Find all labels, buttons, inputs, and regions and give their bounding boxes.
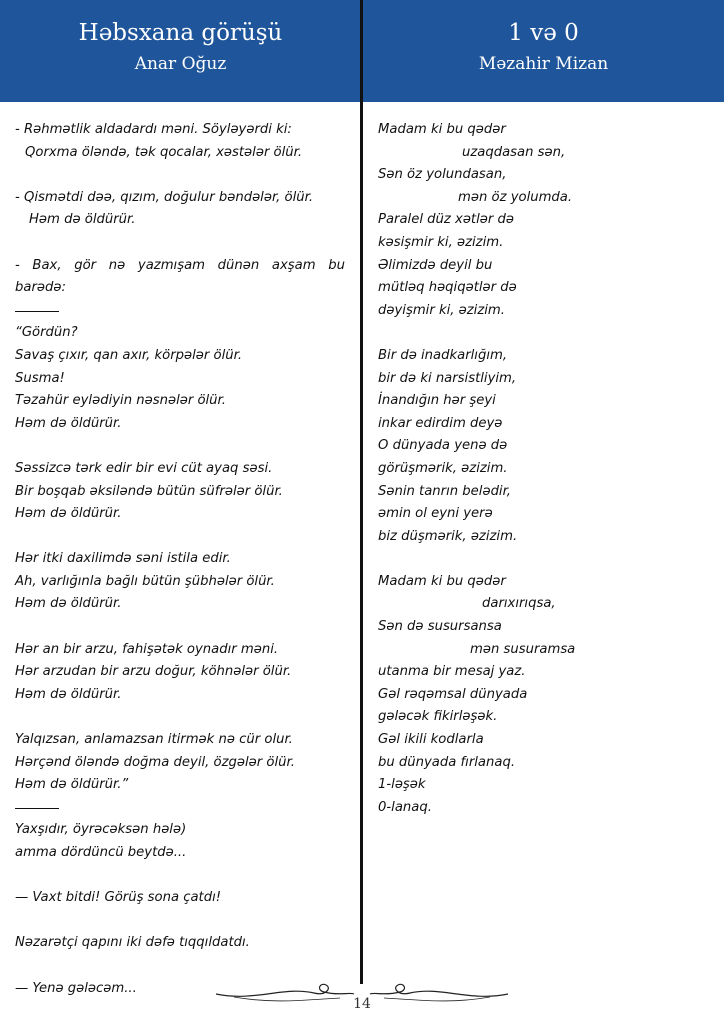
poem-line: Təzahür eylədiyin nəsnələr ölür.	[15, 393, 226, 409]
poem-line: Yalqızsan, anlamazsan itirmək nə cür olur.	[15, 732, 293, 748]
poem-line: Madam ki bu qədər	[378, 122, 506, 137]
poem-line: dəyişmir ki, əzizim.	[378, 302, 505, 318]
poem-line: kəsişmir ki, əzizim.	[378, 234, 504, 250]
left-poem-text	[15, 119, 345, 1000]
poem-line: inkar edirdim deyə	[378, 415, 503, 431]
poem-line: Qorxma öləndə, tək qocalar, xəstələr ölür.	[25, 144, 303, 160]
right-poem-author: Məzahir Mizan	[478, 53, 609, 74]
poem-line: O dünyada yenə də	[378, 438, 508, 454]
left-poem-author: Anar Oğuz	[134, 53, 227, 74]
poem-line: bir də ki narsistliyim,	[378, 370, 517, 386]
page-number: 14	[340, 996, 384, 1012]
left-header	[0, 0, 361, 102]
poem-line: Bir boşqab əksiləndə bütün süfrələr ölür.	[15, 483, 283, 499]
poem-line: Həm də öldürür.	[15, 596, 122, 612]
poem-line: bu dünyada fırlanaq.	[378, 754, 516, 770]
column-divider	[360, 0, 363, 984]
poem-line: Yaxşıdır, öyrəcəksən hələ)	[15, 822, 187, 838]
poem-line: Hər itki daxilimdə səni istila edir.	[15, 551, 231, 567]
poem-line: amma dördüncü beytdə...	[15, 845, 187, 860]
poem-line: Həm də öldürür.	[15, 415, 122, 431]
poem-line: biz düşmərik, əzizim.	[378, 528, 518, 544]
poem-line: uzaqdasan sən,	[462, 144, 566, 160]
poem-line: mən öz yolumda.	[458, 189, 573, 205]
poem-line: Madam ki bu qədər	[378, 573, 506, 589]
poem-line: 0-lanaq.	[378, 799, 432, 815]
poem-line: Əlimizdə deyil bu	[378, 257, 493, 273]
poem-line: utanma bir mesaj yaz.	[378, 664, 526, 680]
poem-line: Paralel düz xətlər də	[378, 212, 514, 228]
poem-line: İnandığın hər şeyi	[378, 393, 496, 409]
right-poem-title: 1 və 0	[508, 20, 579, 46]
poem-line: Həm də öldürür.”	[15, 777, 129, 793]
poem-line: Hər an bir arzu, fahişətək oynadır məni.	[15, 641, 279, 657]
poem-line: Gəl ikili kodlarla	[378, 732, 484, 748]
poem-line: Nəzarətçi qapını iki dəfə tıqqıldatdı.	[15, 935, 250, 951]
poem-line: — Vaxt bitdi! Görüş sona çatdı!	[15, 890, 222, 906]
poem-line: mütləq həqiqətlər də	[378, 280, 517, 296]
poem-line: gələcək fikirləşək.	[378, 709, 498, 725]
poem-line: 1-ləşək	[378, 777, 426, 793]
left-poem-title: Həbsxana görüşü	[78, 20, 283, 46]
poem-line: - Bax, gör nə yazmışam dünən axşam bu	[15, 257, 345, 273]
right-header	[363, 0, 724, 102]
poem-line: Bir də inadkarlığım,	[378, 347, 508, 363]
poem-line: görüşmərik, əzizim.	[378, 460, 508, 476]
poem-line: Həm də öldürür.	[29, 212, 136, 228]
poem-line: Səssizcə tərk edir bir evi cüt ayaq səsi.	[15, 460, 273, 476]
poem-line: “Gördün?	[15, 325, 78, 341]
separator-rule	[15, 300, 345, 323]
poem-line: Həm də öldürür.	[15, 686, 122, 702]
poem-line: Sən də susursansa	[378, 619, 502, 635]
poem-line: — Yenə gələcəm...	[15, 980, 137, 996]
poem-line: Gəl rəqəmsal dünyada	[378, 686, 528, 702]
poem-line: mən susuramsa	[470, 641, 576, 657]
right-poem-text	[378, 119, 708, 819]
poem-line: - Rəhmətlik aldadardı məni. Söyləyərdi ki:	[15, 122, 292, 137]
poem-line: Həm də öldürür.	[15, 506, 122, 522]
poem-line: Hər arzudan bir arzu doğur, köhnələr ölür.	[15, 664, 292, 680]
poem-line: Ah, varlığınla bağlı bütün şübhələr ölür.	[15, 573, 275, 589]
poem-line: Susma!	[15, 370, 65, 386]
separator-rule	[15, 797, 345, 820]
poem-line: əmin ol eyni yerə	[378, 506, 493, 522]
poem-line: - Qismətdi dəə, qızım, doğulur bəndələr, ölür.	[15, 189, 314, 205]
poem-line: Hərçənd öləndə doğma deyil, özgələr ölür.	[15, 754, 295, 770]
poem-line: darıxırıqsa,	[482, 596, 556, 612]
poem-line: Sənin tanrın belədir,	[378, 483, 512, 499]
poem-line: barədə:	[15, 280, 66, 296]
poem-line: Sən öz yolundasan,	[378, 167, 507, 183]
poem-line: Savaş çıxır, qan axır, körpələr ölür.	[15, 347, 243, 363]
